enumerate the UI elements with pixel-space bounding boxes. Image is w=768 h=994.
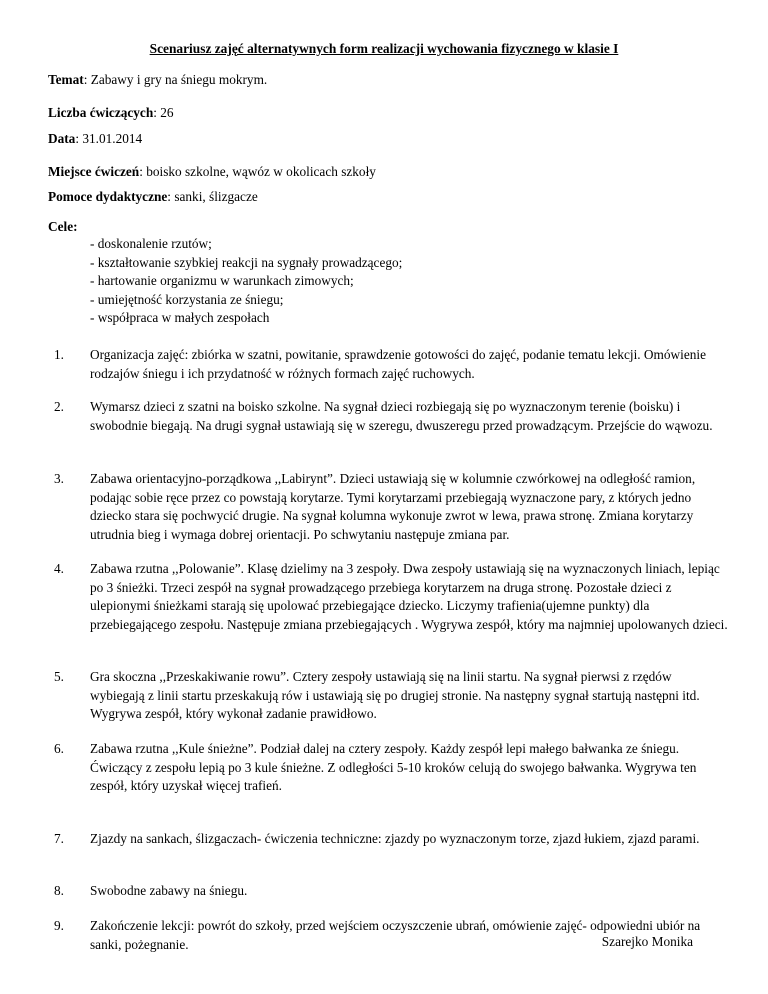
lesson-step [48, 346, 728, 398]
goal-item: - kształtowanie szybkiej reakcji na sygnały prowadzącego; [90, 254, 403, 270]
step-text: Swobodne zabawy na śniegu. [90, 883, 248, 898]
step-number: 6. [54, 741, 64, 756]
step-text: Zjazdy na sankach, ślizgaczach- ćwiczenia techniczne: zjazdy po wyznaczonym torze, zjazd łukiem, zjazd parami. [90, 831, 700, 846]
goal-item: - współpraca w małych zespołach [90, 310, 270, 326]
step-text: Zabawa rzutna ,,Polowanie”. Klasę dzielimy na 3 zespoły. Dwa zespoły ustawiają się na wyznaczonych liniach, lepiąc po 3 śnieżki. Trzeci zespół na sygnał prowadzącego przebiega korytarzem na druga stronę. Pozostałe dzieci z ulepionymi śnieżkami starają się upolować przebiegające dziecko. Liczymy trafienia(ujemne punkty) dla przebiegającego zespołu. Następuje zmiana przebiegających . Wygrywa zespół, który ma najmniej upolowanych dzieci. [90, 561, 728, 632]
field-date: Data: 31.01.2014 [48, 131, 143, 146]
lesson-step [48, 882, 728, 917]
field-location: Miejsce ćwiczeń: boisko szkolne, wąwóz w okolicach szkoły [48, 164, 376, 179]
step-text: Zakończenie lekcji: powrót do szkoły, przed wejściem oczyszczenie ubrań, omówienie zajęć- odpowiedni ubiór na sanki, pożegnanie. [90, 918, 701, 952]
goal-item: - umiejętność korzystania ze śniegu; [90, 291, 284, 307]
lesson-step [48, 560, 728, 668]
step-number: 7. [54, 831, 64, 846]
document-title: Scenariusz zajęć alternatywnych form realizacji wychowania fizycznego w klasie I [149, 41, 619, 56]
field-location-label: Miejsce ćwiczeń [48, 164, 140, 179]
step-text: Wymarsz dzieci z szatni na boisko szkolne. Na sygnał dzieci rozbiegają się po wyznaczonym terenie (boisku) i swobodnie biegają. Na drugi sygnał ustawiają się w szeregu, dwuszeregu przed prowadzącym. Przejście do wąwozu. [90, 399, 713, 433]
field-teaching-aids-value: sanki, ślizgacze [174, 189, 258, 204]
field-participants: Liczba ćwiczących: 26 [48, 105, 174, 120]
field-date-label: Data [48, 131, 76, 146]
step-number: 8. [54, 883, 64, 898]
field-topic-label: Temat [48, 72, 84, 87]
step-text: Zabawa orientacyjno-porządkowa ,,Labirynt”. Dzieci ustawiają się w kolumnie czwórkowej na odległość ramion, podając sobie ręce przez co powstają korytarze. Tymi korytarzami przebiegają wyznaczone pary, z których jedno dziecko stara się pochwycić drugie. Na sygnał kolumna wykonuje zwrot w lewa, prawa stronę. Zmiana korytarzy utrudnia bieg i wymaga dobrej orientacji. Po schwytaniu następuje zmiana par. [90, 471, 696, 542]
goal-item: - doskonalenie rzutów; [90, 236, 212, 251]
lesson-step [48, 668, 728, 740]
lesson-step [48, 398, 728, 470]
step-text: Gra skoczna ,,Przeskakiwanie rowu”. Cztery zespoły ustawiają się na linii startu. Na sygnał pierwsi z rzędów wybiegają z linii startu przeskakują rów i ustawiają się po drugiej stronie. Na następny sygnał startują następni itd. Wygrywa zespół, który wykonał zadanie prawidłowo. [90, 669, 700, 722]
lesson-steps-list [48, 346, 728, 957]
field-date-value: 31.01.2014 [82, 131, 143, 146]
field-participants-label: Liczba ćwiczących [48, 105, 154, 120]
goal-item: - hartowanie organizmu w warunkach zimowych; [90, 273, 354, 289]
field-topic-value: Zabawy i gry na śniegu mokrym. [90, 72, 268, 87]
step-number: 1. [54, 347, 64, 362]
lesson-step [48, 740, 728, 830]
goals-heading: Cele: [48, 219, 78, 234]
step-number: 3. [54, 471, 64, 486]
step-number: 4. [54, 561, 64, 576]
field-location-value: boisko szkolne, wąwóz w okolicach szkoły [146, 164, 376, 179]
step-text: Organizacja zajęć: zbiórka w szatni, powitanie, sprawdzenie gotowości do zajęć, podanie tematu lekcji. Omówienie rodzajów śniegu i ich przydatność w różnych formach zajęć ruchowych. [90, 347, 706, 381]
step-number: 5. [54, 669, 64, 684]
step-number: 9. [54, 918, 64, 933]
field-teaching-aids: Pomoce dydaktyczne: sanki, ślizgacze [48, 189, 258, 204]
step-text: Zabawa rzutna ,,Kule śnieżne”. Podział dalej na cztery zespoły. Każdy zespół lepi małego bałwanka ze śniegu. Ćwiczący z zespołu lepią po 3 kule śnieżne. Z odległości 5-10 kroków celują do swojego bałwanka. Wygrywa ten zespół, który uzyskał więcej trafień. [90, 741, 697, 794]
lesson-step [48, 830, 728, 882]
field-topic: Temat: Zabawy i gry na śniegu mokrym. [48, 72, 268, 87]
lesson-step [48, 470, 728, 560]
goals-list [90, 235, 402, 328]
field-participants-value: 26 [160, 105, 174, 120]
field-teaching-aids-label: Pomoce dydaktyczne [48, 189, 168, 204]
author-signature: Szarejko Monika [601, 934, 693, 949]
step-number: 2. [54, 399, 64, 414]
